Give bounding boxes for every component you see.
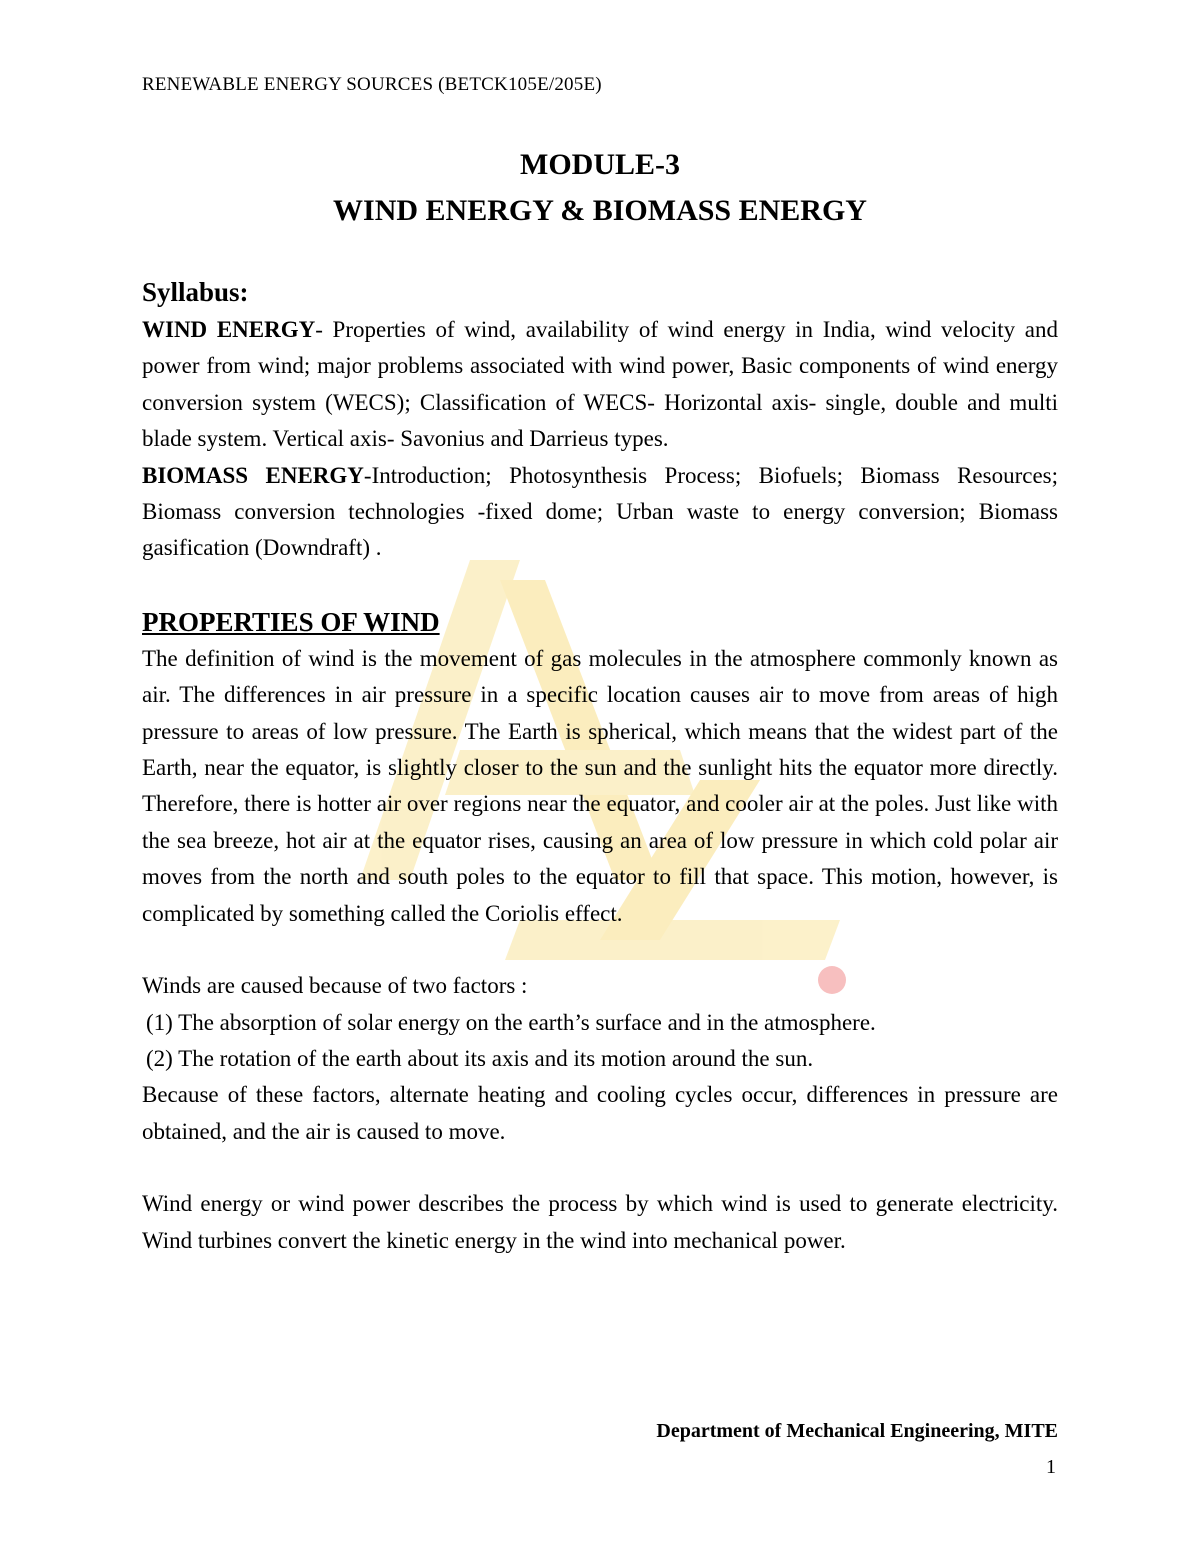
factors-intro: Winds are caused because of two factors : [142, 973, 528, 999]
page-number: 1 [1046, 1456, 1056, 1478]
module-number: MODULE-3 [520, 148, 680, 181]
wind-power-paragraph: Wind energy or wind power describes the process by which wind is used to generate electricity. Wind turbines convert the kinetic energy in the wind into mechanical power. [142, 1191, 1058, 1253]
factor-item-2: (2) The rotation of the earth about its axis and its motion around the sun. [146, 1045, 814, 1071]
module-title [0, 142, 1200, 234]
factors-consequence-paragraph: Because of these factors, alternate heating and cooling cycles occur, differences in pressure are obtained, and the air is caused to move. [142, 1082, 1058, 1144]
wind-definition-paragraph: The definition of wind is the movement of gas molecules in the atmosphere commonly known as air. The differences in air pressure in a specific location causes air to move from areas of high pressure to areas of low pressure. The Earth is spherical, which means that the widest part of the Earth, near the equator, is slightly closer to the sun and the sunlight hits the equator more directly. Therefore, there is hotter air over regions near the equator, and cooler air at the poles. Just like with the sea breeze, hot air at the equator rises, causing an area of low pressure in which cold polar air moves from the north and south poles to the equator to fill that space. This motion, however, is complicated by something called the Coriolis effect. [142, 645, 1058, 926]
syllabus-wind-paragraph [142, 312, 1058, 458]
wind-energy-label: WIND ENERGY [142, 317, 316, 342]
main-content [142, 272, 1058, 1259]
wind-energy-text: - Properties of wind, availability of wind energy in India, wind velocity and power from wind; major problems associated with wind power, Basic components of wind energy conversion system (WECS); Classification of WECS- Horizontal axis- single, double and multi blade system. Vertical axis- Savonius and Darrieus types. [142, 317, 1058, 452]
footer-department: Department of Mechanical Engineering, MITE [656, 1420, 1058, 1442]
factor-item-1: (1) The absorption of solar energy on the earth’s surface and in the atmosphere. [146, 1009, 876, 1035]
properties-of-wind-heading: PROPERTIES OF WIND [142, 606, 440, 637]
paragraph-spacer [142, 932, 1058, 968]
syllabus-heading: Syllabus: [142, 277, 249, 307]
biomass-energy-text: -Introduction; Photosynthesis Process; Biofuels; Biomass Resources; Biomass conversion technologies -fixed dome; Urban waste to energy conversion; Biomass gasification (Downdraft) . [142, 462, 1059, 561]
paragraph-spacer [142, 1150, 1058, 1186]
module-subject: WIND ENERGY & BIOMASS ENERGY [333, 194, 867, 227]
syllabus-biomass-paragraph [142, 458, 1058, 567]
biomass-energy-label: BIOMASS ENERGY [142, 462, 364, 488]
course-header: RENEWABLE ENERGY SOURCES (BETCK105E/205E) [142, 74, 602, 95]
